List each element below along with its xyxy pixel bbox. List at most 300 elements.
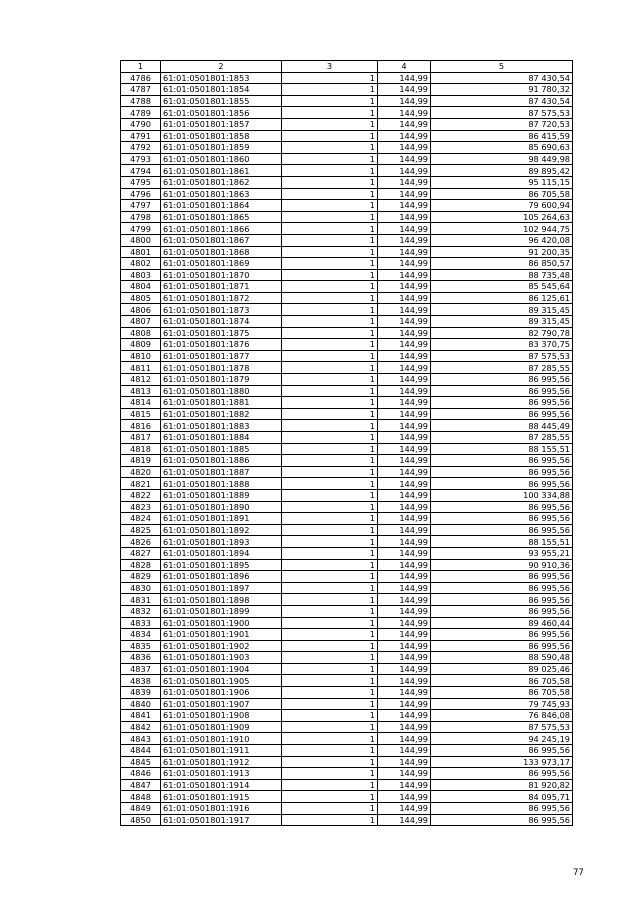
row-number-cell: 4845 bbox=[121, 756, 161, 768]
area-cell: 144,99 bbox=[378, 582, 431, 594]
cadastral-number-cell: 61:01:0501801:1858 bbox=[161, 130, 282, 142]
count-cell: 1 bbox=[282, 640, 378, 652]
table-row bbox=[121, 281, 573, 293]
table-row bbox=[121, 466, 573, 478]
value-cell: 89 315,45 bbox=[431, 304, 573, 316]
cadastral-number-cell: 61:01:0501801:1914 bbox=[161, 779, 282, 791]
row-number-cell: 4847 bbox=[121, 779, 161, 791]
cadastral-number-cell: 61:01:0501801:1903 bbox=[161, 652, 282, 664]
count-cell: 1 bbox=[282, 675, 378, 687]
area-cell: 144,99 bbox=[378, 652, 431, 664]
row-number-cell: 4802 bbox=[121, 258, 161, 270]
table-row bbox=[121, 640, 573, 652]
cadastral-number-cell: 61:01:0501801:1909 bbox=[161, 721, 282, 733]
count-cell: 1 bbox=[282, 687, 378, 699]
area-cell: 144,99 bbox=[378, 629, 431, 641]
area-cell: 144,99 bbox=[378, 292, 431, 304]
cadastral-number-cell: 61:01:0501801:1889 bbox=[161, 489, 282, 501]
row-number-cell: 4814 bbox=[121, 397, 161, 409]
value-cell: 86 995,56 bbox=[431, 605, 573, 617]
value-cell: 86 995,56 bbox=[431, 478, 573, 490]
table-row bbox=[121, 339, 573, 351]
area-cell: 144,99 bbox=[378, 478, 431, 490]
count-cell: 1 bbox=[282, 803, 378, 815]
value-cell: 86 995,56 bbox=[431, 524, 573, 536]
table-row bbox=[121, 536, 573, 548]
value-cell: 86 995,56 bbox=[431, 582, 573, 594]
cadastral-number-cell: 61:01:0501801:1893 bbox=[161, 536, 282, 548]
table-row bbox=[121, 571, 573, 583]
value-cell: 86 995,56 bbox=[431, 803, 573, 815]
area-cell: 144,99 bbox=[378, 814, 431, 826]
table-row bbox=[121, 165, 573, 177]
area-cell: 144,99 bbox=[378, 362, 431, 374]
cadastral-number-cell: 61:01:0501801:1881 bbox=[161, 397, 282, 409]
table-row bbox=[121, 397, 573, 409]
value-cell: 86 995,56 bbox=[431, 768, 573, 780]
area-cell: 144,99 bbox=[378, 339, 431, 351]
row-number-cell: 4832 bbox=[121, 605, 161, 617]
table-row bbox=[121, 443, 573, 455]
table-row bbox=[121, 478, 573, 490]
row-number-cell: 4800 bbox=[121, 234, 161, 246]
count-cell: 1 bbox=[282, 142, 378, 154]
table-row bbox=[121, 605, 573, 617]
area-cell: 144,99 bbox=[378, 142, 431, 154]
row-number-cell: 4786 bbox=[121, 72, 161, 84]
cadastral-number-cell: 61:01:0501801:1871 bbox=[161, 281, 282, 293]
count-cell: 1 bbox=[282, 385, 378, 397]
area-cell: 144,99 bbox=[378, 733, 431, 745]
header-row bbox=[121, 61, 573, 73]
area-cell: 144,99 bbox=[378, 269, 431, 281]
cadastral-number-cell: 61:01:0501801:1898 bbox=[161, 594, 282, 606]
row-number-cell: 4826 bbox=[121, 536, 161, 548]
value-cell: 87 575,53 bbox=[431, 107, 573, 119]
table-row bbox=[121, 176, 573, 188]
value-cell: 91 200,35 bbox=[431, 246, 573, 258]
row-number-cell: 4806 bbox=[121, 304, 161, 316]
row-number-cell: 4810 bbox=[121, 350, 161, 362]
area-cell: 144,99 bbox=[378, 327, 431, 339]
value-cell: 88 445,49 bbox=[431, 420, 573, 432]
count-cell: 1 bbox=[282, 814, 378, 826]
row-number-cell: 4798 bbox=[121, 211, 161, 223]
row-number-cell: 4839 bbox=[121, 687, 161, 699]
table-row bbox=[121, 432, 573, 444]
value-cell: 88 155,51 bbox=[431, 443, 573, 455]
table-row bbox=[121, 420, 573, 432]
area-cell: 144,99 bbox=[378, 443, 431, 455]
value-cell: 81 920,82 bbox=[431, 779, 573, 791]
count-cell: 1 bbox=[282, 84, 378, 96]
count-cell: 1 bbox=[282, 95, 378, 107]
cadastral-number-cell: 61:01:0501801:1868 bbox=[161, 246, 282, 258]
count-cell: 1 bbox=[282, 211, 378, 223]
cadastral-number-cell: 61:01:0501801:1887 bbox=[161, 466, 282, 478]
table-row bbox=[121, 246, 573, 258]
value-cell: 86 995,56 bbox=[431, 640, 573, 652]
cadastral-number-cell: 61:01:0501801:1899 bbox=[161, 605, 282, 617]
area-cell: 144,99 bbox=[378, 374, 431, 386]
area-cell: 144,99 bbox=[378, 107, 431, 119]
table-row bbox=[121, 142, 573, 154]
value-cell: 88 735,48 bbox=[431, 269, 573, 281]
table-row bbox=[121, 803, 573, 815]
cadastral-number-cell: 61:01:0501801:1859 bbox=[161, 142, 282, 154]
area-cell: 144,99 bbox=[378, 721, 431, 733]
area-cell: 144,99 bbox=[378, 350, 431, 362]
count-cell: 1 bbox=[282, 733, 378, 745]
value-cell: 89 895,42 bbox=[431, 165, 573, 177]
count-cell: 1 bbox=[282, 107, 378, 119]
area-cell: 144,99 bbox=[378, 200, 431, 212]
table-row bbox=[121, 501, 573, 513]
count-cell: 1 bbox=[282, 663, 378, 675]
count-cell: 1 bbox=[282, 594, 378, 606]
area-cell: 144,99 bbox=[378, 223, 431, 235]
cadastral-number-cell: 61:01:0501801:1880 bbox=[161, 385, 282, 397]
area-cell: 144,99 bbox=[378, 84, 431, 96]
cadastral-number-cell: 61:01:0501801:1917 bbox=[161, 814, 282, 826]
area-cell: 144,99 bbox=[378, 211, 431, 223]
count-cell: 1 bbox=[282, 153, 378, 165]
row-number-cell: 4820 bbox=[121, 466, 161, 478]
area-cell: 144,99 bbox=[378, 432, 431, 444]
count-cell: 1 bbox=[282, 397, 378, 409]
row-number-cell: 4822 bbox=[121, 489, 161, 501]
cadastral-number-cell: 61:01:0501801:1854 bbox=[161, 84, 282, 96]
area-cell: 144,99 bbox=[378, 605, 431, 617]
table-row bbox=[121, 629, 573, 641]
table-row bbox=[121, 524, 573, 536]
table-row bbox=[121, 269, 573, 281]
cadastral-number-cell: 61:01:0501801:1885 bbox=[161, 443, 282, 455]
row-number-cell: 4813 bbox=[121, 385, 161, 397]
cadastral-number-cell: 61:01:0501801:1856 bbox=[161, 107, 282, 119]
value-cell: 83 370,75 bbox=[431, 339, 573, 351]
area-cell: 144,99 bbox=[378, 698, 431, 710]
count-cell: 1 bbox=[282, 582, 378, 594]
row-number-cell: 4828 bbox=[121, 559, 161, 571]
area-cell: 144,99 bbox=[378, 466, 431, 478]
value-cell: 86 995,56 bbox=[431, 397, 573, 409]
area-cell: 144,99 bbox=[378, 594, 431, 606]
row-number-cell: 4848 bbox=[121, 791, 161, 803]
cadastral-number-cell: 61:01:0501801:1875 bbox=[161, 327, 282, 339]
table-row bbox=[121, 791, 573, 803]
area-cell: 144,99 bbox=[378, 118, 431, 130]
row-number-cell: 4850 bbox=[121, 814, 161, 826]
cadastral-number-cell: 61:01:0501801:1896 bbox=[161, 571, 282, 583]
value-cell: 85 545,64 bbox=[431, 281, 573, 293]
table-row bbox=[121, 768, 573, 780]
value-cell: 88 155,51 bbox=[431, 536, 573, 548]
count-cell: 1 bbox=[282, 455, 378, 467]
row-number-cell: 4840 bbox=[121, 698, 161, 710]
value-cell: 87 720,53 bbox=[431, 118, 573, 130]
count-cell: 1 bbox=[282, 432, 378, 444]
cadastral-number-cell: 61:01:0501801:1867 bbox=[161, 234, 282, 246]
column-header-2: 2 bbox=[161, 61, 282, 73]
cadastral-number-cell: 61:01:0501801:1902 bbox=[161, 640, 282, 652]
area-cell: 144,99 bbox=[378, 571, 431, 583]
cadastral-number-cell: 61:01:0501801:1901 bbox=[161, 629, 282, 641]
area-cell: 144,99 bbox=[378, 397, 431, 409]
cadastral-number-cell: 61:01:0501801:1883 bbox=[161, 420, 282, 432]
area-cell: 144,99 bbox=[378, 176, 431, 188]
table-row bbox=[121, 385, 573, 397]
value-cell: 87 575,53 bbox=[431, 721, 573, 733]
table-row bbox=[121, 200, 573, 212]
table-row bbox=[121, 582, 573, 594]
area-cell: 144,99 bbox=[378, 281, 431, 293]
value-cell: 87 575,53 bbox=[431, 350, 573, 362]
row-number-cell: 4811 bbox=[121, 362, 161, 374]
value-cell: 89 025,46 bbox=[431, 663, 573, 675]
table-row bbox=[121, 710, 573, 722]
area-cell: 144,99 bbox=[378, 420, 431, 432]
row-number-cell: 4818 bbox=[121, 443, 161, 455]
count-cell: 1 bbox=[282, 559, 378, 571]
cadastral-number-cell: 61:01:0501801:1872 bbox=[161, 292, 282, 304]
area-cell: 144,99 bbox=[378, 617, 431, 629]
cadastral-number-cell: 61:01:0501801:1877 bbox=[161, 350, 282, 362]
table-row bbox=[121, 374, 573, 386]
row-number-cell: 4833 bbox=[121, 617, 161, 629]
row-number-cell: 4846 bbox=[121, 768, 161, 780]
count-cell: 1 bbox=[282, 176, 378, 188]
cadastral-number-cell: 61:01:0501801:1894 bbox=[161, 547, 282, 559]
area-cell: 144,99 bbox=[378, 513, 431, 525]
value-cell: 76 846,08 bbox=[431, 710, 573, 722]
cadastral-number-cell: 61:01:0501801:1888 bbox=[161, 478, 282, 490]
cadastral-number-cell: 61:01:0501801:1910 bbox=[161, 733, 282, 745]
cadastral-number-cell: 61:01:0501801:1906 bbox=[161, 687, 282, 699]
count-cell: 1 bbox=[282, 513, 378, 525]
table-row bbox=[121, 153, 573, 165]
cadastral-number-cell: 61:01:0501801:1911 bbox=[161, 745, 282, 757]
table-row bbox=[121, 72, 573, 84]
count-cell: 1 bbox=[282, 536, 378, 548]
count-cell: 1 bbox=[282, 605, 378, 617]
cadastral-number-cell: 61:01:0501801:1866 bbox=[161, 223, 282, 235]
area-cell: 144,99 bbox=[378, 756, 431, 768]
value-cell: 89 315,45 bbox=[431, 316, 573, 328]
value-cell: 86 125,61 bbox=[431, 292, 573, 304]
table-row bbox=[121, 652, 573, 664]
value-cell: 87 285,55 bbox=[431, 362, 573, 374]
value-cell: 79 745,93 bbox=[431, 698, 573, 710]
cadastral-number-cell: 61:01:0501801:1860 bbox=[161, 153, 282, 165]
cadastral-number-cell: 61:01:0501801:1905 bbox=[161, 675, 282, 687]
count-cell: 1 bbox=[282, 258, 378, 270]
cadastral-number-cell: 61:01:0501801:1884 bbox=[161, 432, 282, 444]
row-number-cell: 4824 bbox=[121, 513, 161, 525]
cadastral-number-cell: 61:01:0501801:1892 bbox=[161, 524, 282, 536]
count-cell: 1 bbox=[282, 327, 378, 339]
table-row bbox=[121, 234, 573, 246]
table-row bbox=[121, 594, 573, 606]
value-cell: 91 780,32 bbox=[431, 84, 573, 96]
table-row bbox=[121, 362, 573, 374]
cadastral-number-cell: 61:01:0501801:1873 bbox=[161, 304, 282, 316]
table-row bbox=[121, 489, 573, 501]
area-cell: 144,99 bbox=[378, 687, 431, 699]
cadastral-number-cell: 61:01:0501801:1864 bbox=[161, 200, 282, 212]
count-cell: 1 bbox=[282, 246, 378, 258]
area-cell: 144,99 bbox=[378, 501, 431, 513]
table-row bbox=[121, 408, 573, 420]
count-cell: 1 bbox=[282, 478, 378, 490]
count-cell: 1 bbox=[282, 118, 378, 130]
table-row bbox=[121, 663, 573, 675]
value-cell: 98 449,98 bbox=[431, 153, 573, 165]
cadastral-number-cell: 61:01:0501801:1900 bbox=[161, 617, 282, 629]
area-cell: 144,99 bbox=[378, 791, 431, 803]
row-number-cell: 4830 bbox=[121, 582, 161, 594]
cadastral-number-cell: 61:01:0501801:1912 bbox=[161, 756, 282, 768]
value-cell: 86 995,56 bbox=[431, 629, 573, 641]
table-row bbox=[121, 698, 573, 710]
area-cell: 144,99 bbox=[378, 779, 431, 791]
row-number-cell: 4834 bbox=[121, 629, 161, 641]
row-number-cell: 4809 bbox=[121, 339, 161, 351]
row-number-cell: 4799 bbox=[121, 223, 161, 235]
cadastral-number-cell: 61:01:0501801:1853 bbox=[161, 72, 282, 84]
row-number-cell: 4817 bbox=[121, 432, 161, 444]
count-cell: 1 bbox=[282, 501, 378, 513]
table-row bbox=[121, 95, 573, 107]
count-cell: 1 bbox=[282, 745, 378, 757]
row-number-cell: 4797 bbox=[121, 200, 161, 212]
row-number-cell: 4849 bbox=[121, 803, 161, 815]
row-number-cell: 4842 bbox=[121, 721, 161, 733]
value-cell: 86 705,58 bbox=[431, 687, 573, 699]
area-cell: 144,99 bbox=[378, 72, 431, 84]
area-cell: 144,99 bbox=[378, 489, 431, 501]
count-cell: 1 bbox=[282, 652, 378, 664]
table-row bbox=[121, 223, 573, 235]
value-cell: 86 995,56 bbox=[431, 408, 573, 420]
value-cell: 88 590,48 bbox=[431, 652, 573, 664]
count-cell: 1 bbox=[282, 768, 378, 780]
cadastral-number-cell: 61:01:0501801:1890 bbox=[161, 501, 282, 513]
row-number-cell: 4795 bbox=[121, 176, 161, 188]
table-row bbox=[121, 779, 573, 791]
table-row bbox=[121, 304, 573, 316]
value-cell: 86 995,56 bbox=[431, 814, 573, 826]
area-cell: 144,99 bbox=[378, 745, 431, 757]
column-header-1: 1 bbox=[121, 61, 161, 73]
column-header-5: 5 bbox=[431, 61, 573, 73]
count-cell: 1 bbox=[282, 362, 378, 374]
count-cell: 1 bbox=[282, 281, 378, 293]
table-row bbox=[121, 292, 573, 304]
column-header-4: 4 bbox=[378, 61, 431, 73]
value-cell: 79 600,94 bbox=[431, 200, 573, 212]
table-row bbox=[121, 513, 573, 525]
row-number-cell: 4816 bbox=[121, 420, 161, 432]
row-number-cell: 4812 bbox=[121, 374, 161, 386]
area-cell: 144,99 bbox=[378, 130, 431, 142]
count-cell: 1 bbox=[282, 420, 378, 432]
table-row bbox=[121, 733, 573, 745]
row-number-cell: 4794 bbox=[121, 165, 161, 177]
count-cell: 1 bbox=[282, 489, 378, 501]
value-cell: 89 460,44 bbox=[431, 617, 573, 629]
cadastral-number-cell: 61:01:0501801:1882 bbox=[161, 408, 282, 420]
row-number-cell: 4793 bbox=[121, 153, 161, 165]
count-cell: 1 bbox=[282, 339, 378, 351]
cadastral-number-cell: 61:01:0501801:1857 bbox=[161, 118, 282, 130]
value-cell: 86 850,57 bbox=[431, 258, 573, 270]
count-cell: 1 bbox=[282, 779, 378, 791]
table-row bbox=[121, 687, 573, 699]
count-cell: 1 bbox=[282, 316, 378, 328]
count-cell: 1 bbox=[282, 292, 378, 304]
area-cell: 144,99 bbox=[378, 165, 431, 177]
count-cell: 1 bbox=[282, 617, 378, 629]
row-number-cell: 4827 bbox=[121, 547, 161, 559]
area-cell: 144,99 bbox=[378, 188, 431, 200]
value-cell: 86 995,56 bbox=[431, 466, 573, 478]
row-number-cell: 4835 bbox=[121, 640, 161, 652]
count-cell: 1 bbox=[282, 223, 378, 235]
row-number-cell: 4815 bbox=[121, 408, 161, 420]
row-number-cell: 4831 bbox=[121, 594, 161, 606]
value-cell: 82 790,78 bbox=[431, 327, 573, 339]
value-cell: 86 995,56 bbox=[431, 501, 573, 513]
count-cell: 1 bbox=[282, 188, 378, 200]
row-number-cell: 4825 bbox=[121, 524, 161, 536]
count-cell: 1 bbox=[282, 72, 378, 84]
area-cell: 144,99 bbox=[378, 640, 431, 652]
value-cell: 86 995,56 bbox=[431, 594, 573, 606]
table-row bbox=[121, 327, 573, 339]
row-number-cell: 4801 bbox=[121, 246, 161, 258]
value-cell: 133 973,17 bbox=[431, 756, 573, 768]
row-number-cell: 4844 bbox=[121, 745, 161, 757]
count-cell: 1 bbox=[282, 304, 378, 316]
value-cell: 102 944,75 bbox=[431, 223, 573, 235]
area-cell: 144,99 bbox=[378, 95, 431, 107]
row-number-cell: 4823 bbox=[121, 501, 161, 513]
value-cell: 87 285,55 bbox=[431, 432, 573, 444]
value-cell: 94 245,19 bbox=[431, 733, 573, 745]
value-cell: 105 264,63 bbox=[431, 211, 573, 223]
table-row bbox=[121, 258, 573, 270]
count-cell: 1 bbox=[282, 756, 378, 768]
table-row bbox=[121, 455, 573, 467]
area-cell: 144,99 bbox=[378, 258, 431, 270]
page-number: 77 bbox=[573, 868, 584, 878]
value-cell: 86 415,59 bbox=[431, 130, 573, 142]
row-number-cell: 4836 bbox=[121, 652, 161, 664]
cadastral-number-cell: 61:01:0501801:1865 bbox=[161, 211, 282, 223]
area-cell: 144,99 bbox=[378, 675, 431, 687]
area-cell: 144,99 bbox=[378, 316, 431, 328]
cadastral-number-cell: 61:01:0501801:1876 bbox=[161, 339, 282, 351]
count-cell: 1 bbox=[282, 408, 378, 420]
area-cell: 144,99 bbox=[378, 385, 431, 397]
area-cell: 144,99 bbox=[378, 536, 431, 548]
table-row bbox=[121, 84, 573, 96]
table-row bbox=[121, 756, 573, 768]
count-cell: 1 bbox=[282, 165, 378, 177]
table-row bbox=[121, 316, 573, 328]
cadastral-number-cell: 61:01:0501801:1916 bbox=[161, 803, 282, 815]
